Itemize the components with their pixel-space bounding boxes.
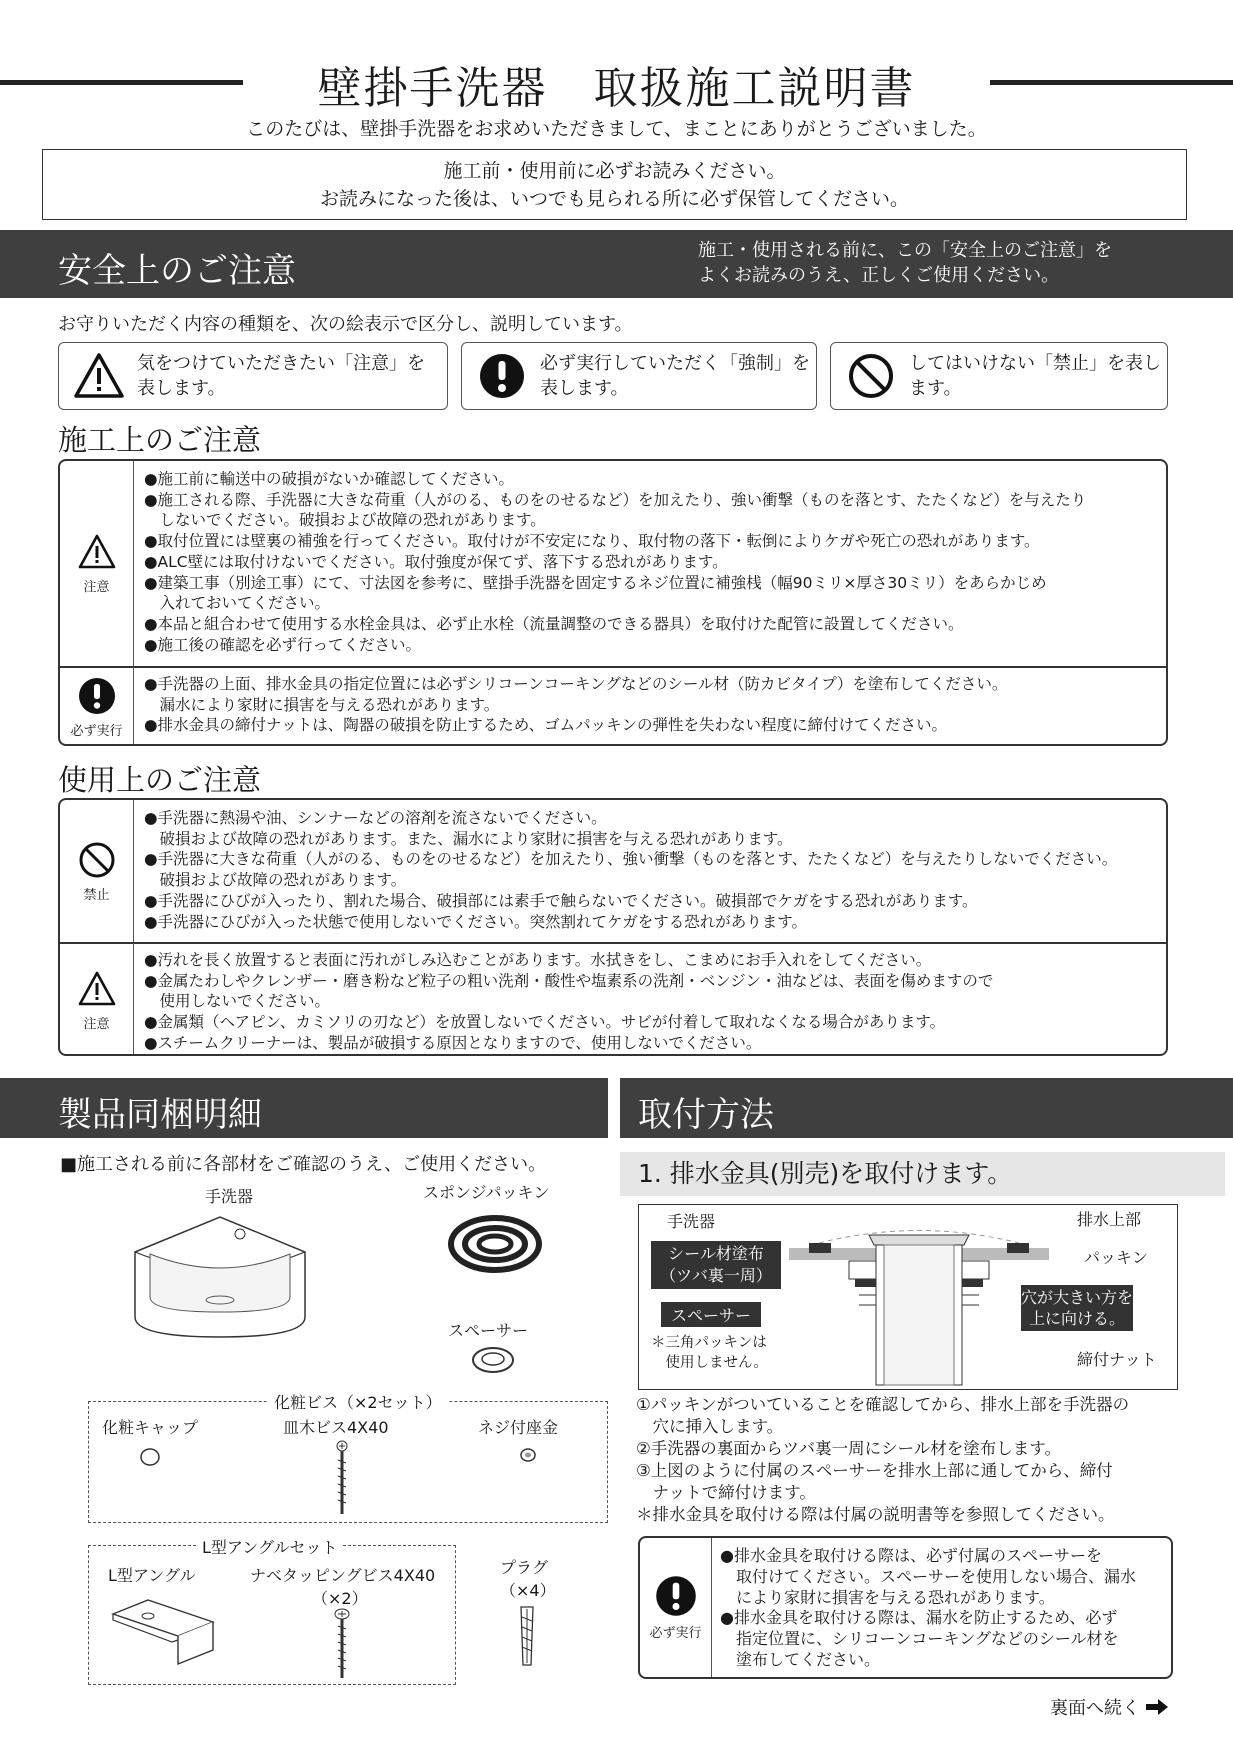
caution-cell: [60, 461, 134, 666]
cap-illustration: [138, 1445, 162, 1469]
caution-triangle-icon: [77, 969, 117, 1009]
caution-label: 注意: [83, 1016, 110, 1032]
tapping-screw-qty: （×2）: [312, 1589, 368, 1608]
notice-line: 施工前・使用前に必ずお読みください。: [443, 160, 786, 182]
notice-line: 入れておいてください。: [144, 594, 331, 613]
thanks-text: このたびは、壁掛手洗器をお求めいただきまして、まことにありがとうございました。: [246, 118, 987, 140]
plug-illustration: [515, 1605, 539, 1669]
must-row: [60, 667, 1166, 746]
notice-line: ●手洗器に大きな荷重（人がのる、ものをのせるなど）を加えたり、強い衝撃（ものを落とす、たたくなど）を与えたりしないでください。: [144, 850, 1118, 869]
diag-nut-label: 締付ナット: [1077, 1350, 1157, 1369]
tapping-screw-label: ナベタッピングビス4X40: [250, 1566, 436, 1585]
caution-triangle-icon: [73, 350, 125, 402]
drain-fitting-diagram: [638, 1204, 1178, 1390]
plug-qty: （×4）: [500, 1581, 556, 1600]
notice-line: ●建築工事（別途工事）にて、寸法図を参考に、壁掛手洗器を固定するネジ位置に補強桟（幅90ミリ×厚さ30ミリ）をあらかじめ: [144, 573, 1047, 592]
caution-label: 注意: [83, 580, 110, 595]
notice-line: 破損および故障の恐れがあります。また、漏水により家財に損害を与える恐れがあります。: [144, 829, 793, 848]
diag-drain-top-label: 排水上部: [1077, 1210, 1142, 1229]
must-text: [144, 674, 1156, 736]
usage-caution-cell: [60, 943, 134, 1056]
side-line: よくお読みのうえ、正しくご使用ください。: [698, 265, 1060, 286]
mandatory-exclamation-icon: [654, 1574, 698, 1618]
symbol-intro: お守りいただく内容の種類を、次の絵表示で区分し、説明しています。: [58, 314, 633, 335]
read-before-notice: [42, 149, 1187, 220]
step-line: ナットで締付けます。: [636, 1483, 816, 1502]
seal-line: （ツバ裏一周）: [660, 1266, 772, 1285]
hole-line: 穴が大きい方を: [1021, 1288, 1134, 1307]
prohibit-label: 禁止: [83, 887, 110, 903]
notice-line: ●施工後の確認を必ず行ってください。: [144, 635, 422, 654]
diag-spacer-callout: スペーサー: [661, 1302, 761, 1327]
notice-line: ●手洗器にひびが入ったり、割れた場合、破損部には素手で触らないでください。破損部でケガをする恐れがあります。: [144, 891, 978, 910]
mandatory-exclamation-icon: [476, 350, 528, 402]
notice-line: 漏水により家財に損害を与える恐れがあります。: [144, 695, 500, 714]
prohibition-circle-icon: [845, 350, 897, 402]
key-text: 必ず実行していただく「強制」を: [540, 353, 810, 374]
notice-line: ●取付位置には壁裏の補強を行ってください。取付けが不安定になり、取付物の落下・転倒によりケガや死亡の恐れがあります。: [144, 532, 1040, 551]
arrow-right-icon: [1144, 1697, 1170, 1717]
notice-line: お読みになった後は、いつでも見られる所に必ず保管してください。: [319, 188, 909, 210]
notice-line: ●排水金具を取付ける際は、必ず付属のスペーサーを: [720, 1546, 1102, 1565]
key-text: ます。: [909, 378, 962, 399]
notice-line: ●排水金具の締付ナットは、陶器の破損を防止するため、ゴムパッキンの弾性を失わない程度に締付けてください。: [144, 716, 947, 735]
notice-line: ●汚れを長く放置すると表面に汚れがしみ込むことがあります。水拭きをし、こまめにお手入れをしてください。: [144, 951, 932, 969]
wood-screw-label: 皿木ビス4X40: [283, 1418, 389, 1437]
must-cell: [640, 1538, 712, 1677]
caution-row: [60, 461, 1166, 666]
usage-notice-table: [58, 798, 1168, 1056]
notice-line: ●手洗器に熱湯や油、シンナーなどの溶剤を流さないでください。: [144, 809, 607, 827]
diag-seal-callout: [651, 1241, 781, 1289]
angle-set-label: L型アングルセット: [196, 1535, 343, 1558]
notice-line: 取付けてください。スペーサーを使用しない場合、漏水: [720, 1566, 1137, 1586]
l-angle-illustration: [108, 1596, 218, 1668]
step-instructions: [636, 1394, 1129, 1526]
install-title: 取付方法: [638, 1095, 774, 1135]
parts-intro: ■施工される前に各部材をご確認のうえ、ご使用ください。: [60, 1154, 547, 1175]
notice-line: ●金属たわしやクレンザー・磨き粉など粒子の粗い洗剤・酸性や塩素系の洗剤・ベンジン・油などは、表面を傷めますので: [144, 971, 994, 990]
must-text: [720, 1546, 1136, 1671]
drain-section-illustration: [789, 1213, 1049, 1388]
notice-line: により家財に損害を与える恐れがあります。: [720, 1587, 1055, 1607]
notice-line: ●ALC壁には取付けないでください。取付強度が保てず、落下する恐れがあります。: [144, 552, 728, 571]
cap-label: 化粧キャップ: [102, 1418, 199, 1437]
step-line: ＊排水金具を取付ける際は付属の説明書等を参照してください。: [636, 1505, 1115, 1524]
key-prohibit: [830, 342, 1168, 410]
seal-line: シール材塗布: [668, 1244, 764, 1263]
caution-text: [144, 469, 1156, 655]
must-label: 必ず実行: [649, 1626, 702, 1641]
spacer-label: スペーサー: [448, 1321, 529, 1340]
triangle-line: 使用しません。: [651, 1355, 768, 1371]
mandatory-exclamation-icon: [77, 676, 117, 716]
notice-line: ●手洗器の上面、排水金具の指定位置には必ずシリコーンコーキングなどのシール材（防カビタイプ）を塗布してください。: [144, 675, 1008, 693]
install-banner: [620, 1078, 1233, 1138]
tapping-screw-illustration: [330, 1608, 354, 1680]
must-cell: [60, 667, 134, 746]
plug-label: プラグ: [500, 1558, 549, 1577]
angle-label: L型アングル: [108, 1566, 196, 1585]
sink-illustration: [120, 1212, 320, 1342]
spacer-illustration: [470, 1345, 516, 1375]
diag-triangle-note: [651, 1333, 768, 1373]
key-text: 表します。: [540, 378, 629, 399]
side-line: 施工・使用される前に、この「安全上のご注意」を: [698, 240, 1112, 261]
hole-line: 上に向ける。: [1028, 1309, 1125, 1328]
step-line: 穴に挿入します。: [636, 1417, 784, 1436]
safety-title: 安全上のご注意: [58, 251, 296, 291]
safety-side-note: [698, 238, 1112, 288]
triangle-line: ＊三角パッキンは: [651, 1335, 767, 1351]
diag-hole-callout: [1021, 1285, 1133, 1331]
continue-note: [1050, 1694, 1170, 1720]
notice-line: 使用しないでください。: [144, 992, 331, 1011]
notice-line: ●施工される際、手洗器に大きな荷重（人がのる、ものをのせるなど）を加えたり、強い衝撃（ものを落とす、たたくなど）を与えたり: [144, 490, 1087, 509]
diag-packing-label: パッキン: [1084, 1248, 1148, 1267]
notice-line: しないでください。破損および故障の恐れがあります。: [144, 511, 546, 530]
usage-caution-text: [144, 950, 1156, 1054]
caution-triangle-icon: [77, 532, 117, 572]
notice-line: ●施工前に輸送中の破損がないか確認してください。: [144, 470, 515, 488]
notice-line: ●金属類（ヘアピン、カミソリの刃など）を放置しないでください。サビが付着して取れなくなる場合があります。: [144, 1013, 946, 1032]
key-text: してはいけない「禁止」を表し: [909, 353, 1161, 374]
sponge-label: スポンジパッキン: [423, 1183, 550, 1202]
prohibit-text: [144, 808, 1156, 932]
wood-screw-illustration: [330, 1440, 354, 1516]
notice-line: ●排水金具を取付ける際は、漏水を防止するため、必ず: [720, 1608, 1118, 1628]
usage-heading: 使用上のご注意: [58, 763, 262, 797]
screw-set-label: 化粧ビス（×2セット）: [268, 1390, 448, 1413]
safety-banner: [0, 230, 1233, 298]
key-text: 気をつけていただきたい「注意」を: [137, 353, 425, 374]
must-label: 必ず実行: [70, 723, 123, 739]
step-line: ③上図のように付属のスペーサーを排水上部に通してから、締付: [636, 1461, 1113, 1480]
notice-line: ●手洗器にひびが入った状態で使用しないでください。突然割れてケガをする恐れがあります。: [144, 912, 807, 931]
notice-line: 指定位置に、シリコーンコーキングなどのシール材を: [720, 1629, 1119, 1649]
construction-notice-table: [58, 459, 1168, 746]
usage-caution-row: [60, 943, 1166, 1056]
diag-sink-label: 手洗器: [667, 1212, 716, 1231]
install-must-notice: [638, 1536, 1173, 1679]
construction-heading: 施工上のご注意: [58, 423, 262, 457]
notice-line: 破損および故障の恐れがあります。: [144, 871, 407, 890]
parts-title: 製品同梱明細: [58, 1095, 262, 1135]
prohibit-cell: [60, 800, 134, 942]
sponge-packing-illustration: [445, 1212, 545, 1276]
prohibition-circle-icon: [77, 840, 117, 880]
notice-line: 塗布してください。: [720, 1649, 881, 1669]
step-line: ①パッキンがついていることを確認してから、排水上部を手洗器の: [636, 1395, 1130, 1414]
step-line: ②手洗器の裏面からツバ裏一周にシール材を塗布します。: [636, 1439, 1061, 1458]
notice-line: ●スチームクリーナーは、製品が破損する原因となりますので、使用しないでください。: [144, 1033, 762, 1052]
page-title: 壁掛手洗器 取扱施工説明書: [317, 63, 916, 114]
key-caution: [58, 342, 448, 410]
washer-label: ネジ付座金: [478, 1418, 559, 1437]
sink-label: 手洗器: [205, 1187, 254, 1206]
key-mandatory: [461, 342, 817, 410]
washer-illustration: [518, 1446, 538, 1464]
prohibit-row: [60, 800, 1166, 942]
notice-line: ●本品と組合わせて使用する水栓金具は、必ず止水栓（流量調整のできる器具）を取付けた配管に設置してください。: [144, 614, 964, 633]
key-text: 表します。: [137, 378, 226, 399]
parts-banner: [0, 1078, 608, 1138]
step-1-heading: 1. 排水金具(別売)を取付けます。: [620, 1152, 1225, 1196]
continue-text: 裏面へ続く: [1050, 1698, 1140, 1719]
